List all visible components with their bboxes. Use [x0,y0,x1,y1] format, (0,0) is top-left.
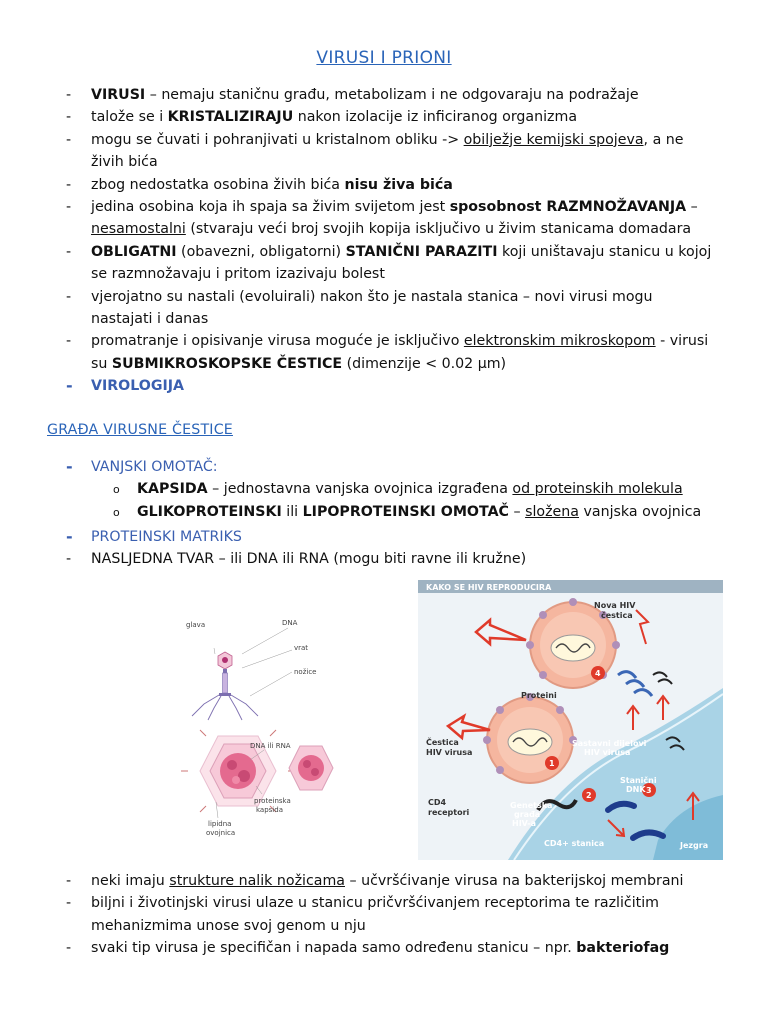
list-item: - biljni i životinjski virusi ulaze u stanicu pričvršćivanjem receptorima te različitim mehanizmima unose svoj genom u nju [66,895,659,934]
hiv-reproduction-diagram [418,580,723,860]
label-genetska-grada: Genetska [510,801,553,810]
label-vrat: vrat [294,644,309,652]
svg-text:receptori: receptori [428,808,470,817]
svg-text:3: 3 [646,786,652,795]
list-item: - OBLIGATNI (obavezni, obligatorni) STANIČNI PARAZITI koji uništavaju stanicu u kojoj se razmnožavaju i pritom izazivaju bolest [66,243,712,283]
list-item-matriks: - PROTEINSKI MATRIKS [66,527,242,546]
label-ovojnica: ovojnica [206,829,236,837]
bacteriophage-drawing [186,619,317,720]
list-item: - svaki tip virusa je specifičan i napada samo određenu stanicu – npr. bakteriofag [66,940,670,957]
label-nozice: nožice [294,668,317,676]
svg-text:2: 2 [586,791,592,800]
list-item-tvar: - NASLJEDNA TVAR – ili DNA ili RNA (mogu biti ravne ili kružne) [66,551,527,568]
list-item: - zbog nedostatka osobina živih bića nisu živa bića [66,176,453,193]
list-item-vanjski: - VANJSKI OMOTAČ: [66,457,218,476]
figure-header: KAKO SE HIV REPRODUCIRA [426,583,552,592]
svg-text:HIV-a: HIV-a [512,819,536,828]
label-cd4-receptori: CD4 [428,798,447,807]
svg-text:HIV virusa: HIV virusa [584,748,631,757]
label-cestica-hiv: Čestica [426,738,459,747]
label-dna: DNA [282,619,298,627]
list-item: - vjerojatno su nastali (evoluirali) nakon što je nastala stanica – novi virusi mogu nastajati i danas [66,288,653,328]
list-item: - jedina osobina koja ih spaja sa živim svijetom jest sposobnost RAZMNOŽAVANJA – nesamostalni (stvaraju veći broj svojih kopija isključivo u živim stanicama domadara [66,199,698,238]
naked-capsid-drawing [289,746,333,790]
svg-text:HIV virusa: HIV virusa [426,748,473,757]
virus-structure-diagram [170,610,350,840]
label-sastavni-dijelovi: Sastavni dijelovi [572,739,647,748]
label-nova-hiv: Nova HIV [594,601,636,610]
label-stanicni-dnk: Stanični [620,776,657,785]
intro-list [0,84,768,398]
svg-text:4: 4 [595,669,601,678]
list-item: - mogu se čuvati i pohranjivati u kristalnom obliku -> obilježje kemijski spojeva, a ne živih bića [66,131,684,171]
page-title: VIRUSI I PRIONI [316,48,452,68]
closing-list [0,870,768,960]
sub-list [0,478,768,524]
svg-text:1: 1 [549,759,555,768]
label-jezgra: Jezgra [680,841,709,850]
sub-item: o KAPSIDA – jednostavna vanjska ovojnica izgrađena od proteinskih molekula [113,481,683,497]
label-kapsida: kapsida [256,806,283,814]
list-item: - neki imaju strukture nalik nožicama – učvršćivanje virusa na bakterijskoj membrani [66,873,684,889]
label-cd4-stanica: CD4+ stanica [544,839,605,848]
section-heading: GRAĐA VIRUSNE ČESTICE [47,422,233,438]
sub-item: o GLIKOPROTEINSKI ili LIPOPROTEINSKI OMOTAČ – složena vanjska ovojnica [113,504,702,520]
list-item: - taložе se i KRISTALIZIRAJU nakon izolacije iz inficiranog organizma [66,109,578,126]
label-proteinska: proteinska [254,797,291,805]
label-glava: glava [186,621,206,629]
structure-list [0,456,768,478]
list-item-virologija: - VIROLOGIJA [66,376,185,396]
list-item: - VIRUSI – nemaju staničnu građu, metabolizam i ne odgovaraju na podražaje [66,87,639,103]
label-lipidna: lipidna [208,820,232,828]
label-cestica: čestica [601,611,633,620]
list-item: - promatranje i opisivanje virusa moguće je isključivo elektronskim mikroskopom - virusi su SUBMIKROSKOPSKE ČESTICE (dimenzije < 0.02 μm) [66,333,709,372]
label-dna-ili-rna: DNA ili RNA [250,742,291,750]
structure-list-2 [0,526,768,571]
label-proteini: Proteini [521,691,557,700]
svg-text:DNK: DNK [626,785,646,794]
svg-text:građa: građa [514,810,541,819]
